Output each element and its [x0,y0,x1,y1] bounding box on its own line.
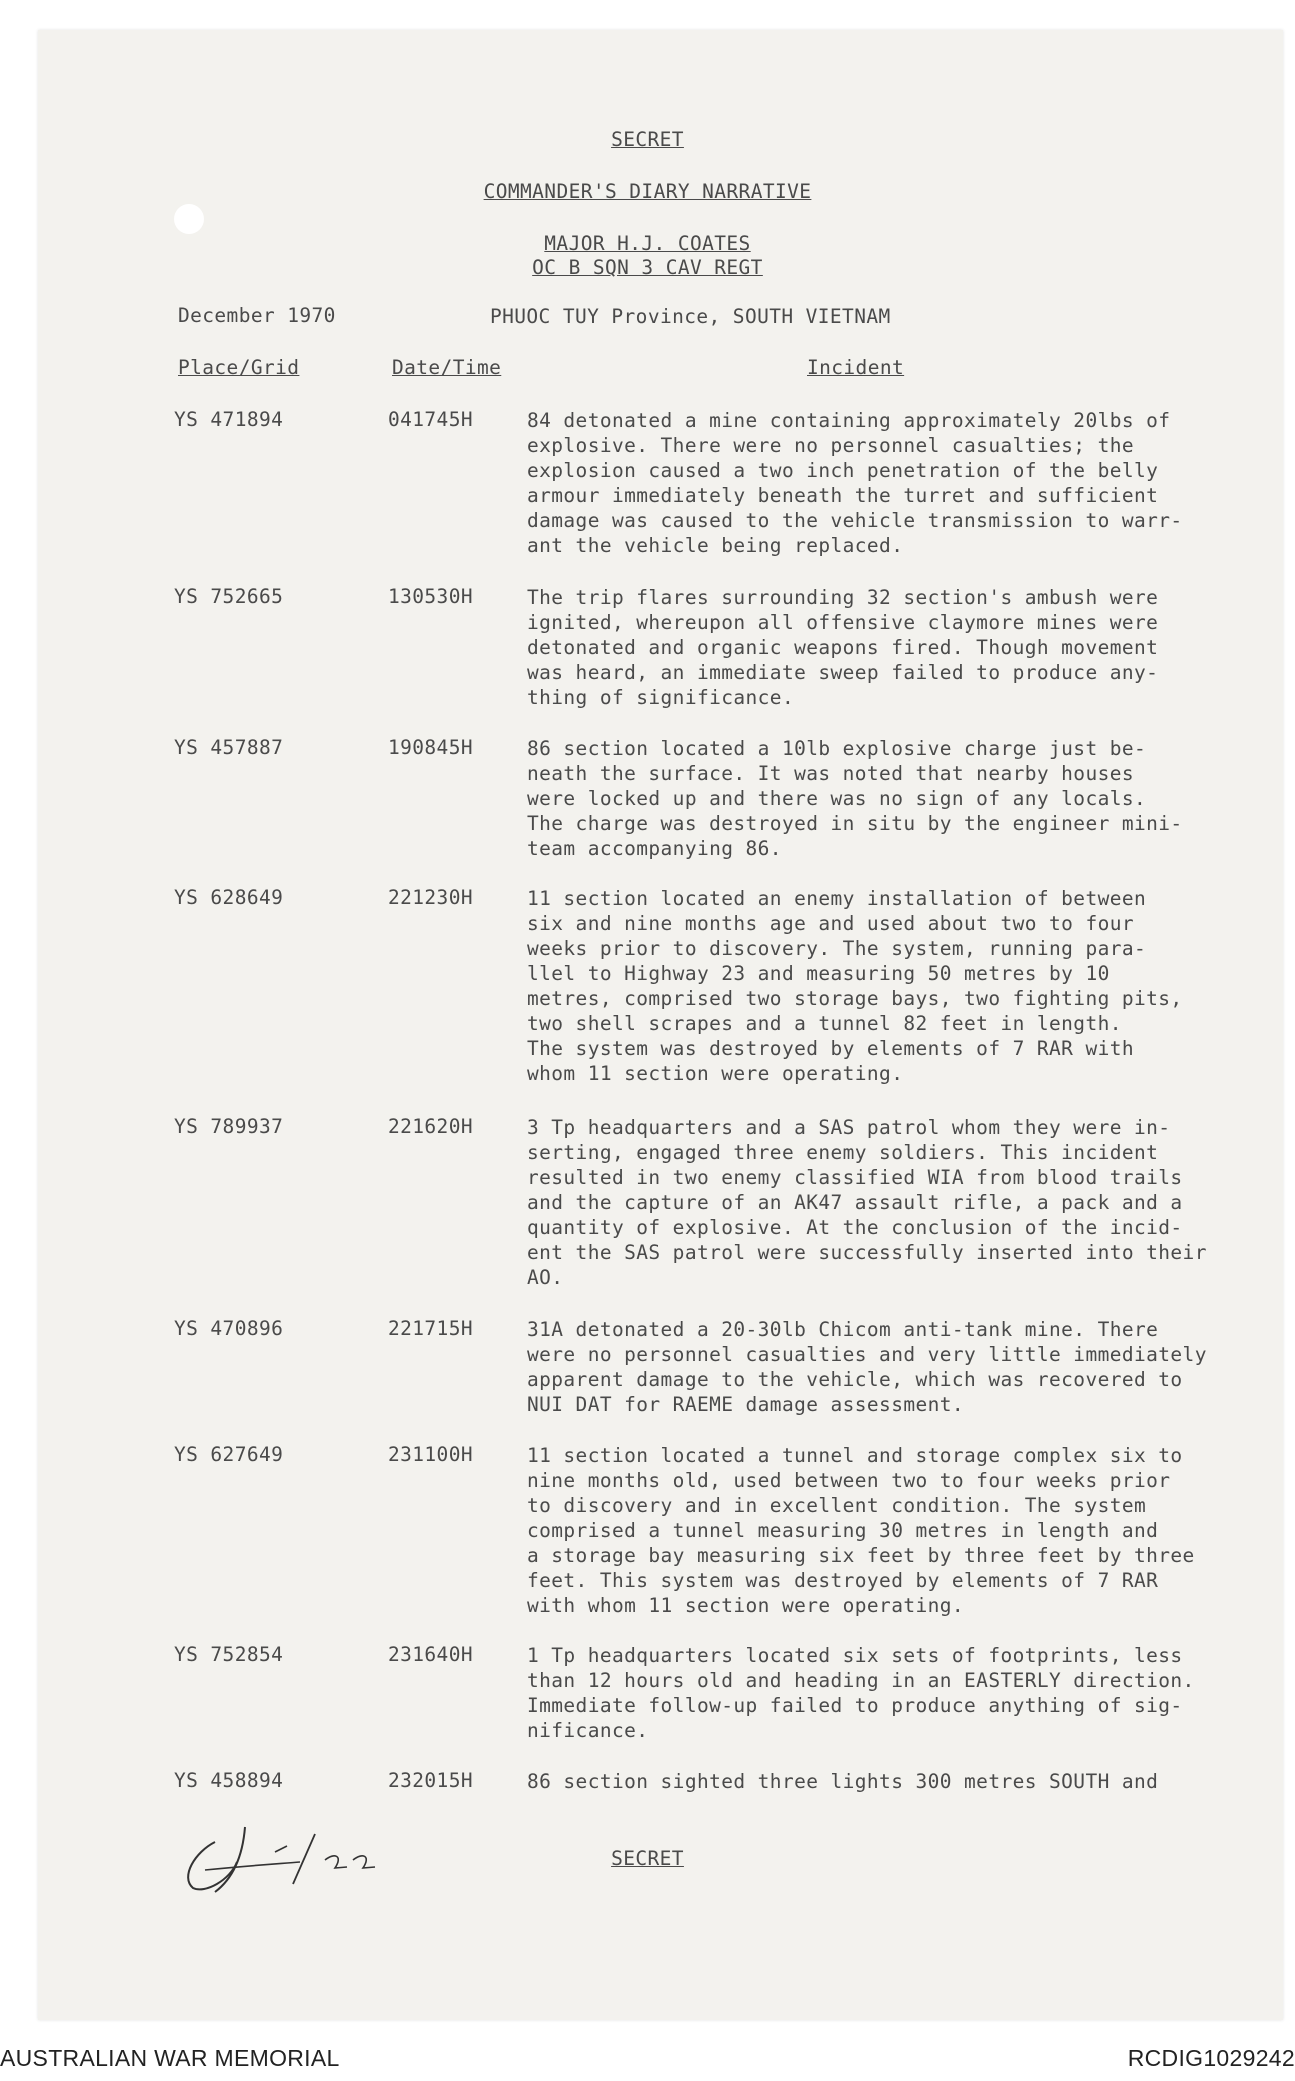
punch-hole [174,204,204,234]
incident-line: resulted in two enemy classified WIA from blood trails [527,1166,1183,1189]
incident-line: were no personnel casualties and very little immediately [527,1343,1207,1366]
incident-line: 31A detonated a 20-30lb Chicom anti-tank mine. There [527,1318,1159,1341]
month-label: December 1970 [178,304,336,327]
incident-text [527,736,1247,861]
incident-line: 86 section located a 10lb explosive charge just be- [527,737,1147,760]
incident-line: with whom 11 section were operating. [527,1594,965,1617]
incident-text [527,1443,1247,1618]
incident-line: 11 section located an enemy installation of between [527,887,1147,910]
incident-line: NUI DAT for RAEME damage assessment. [527,1393,965,1416]
incident-line: weeks prior to discovery. The system, running para- [527,937,1147,960]
location-label: PHUOC TUY Province, SOUTH VIETNAM [490,305,891,328]
incident-text [527,1115,1247,1290]
classification-bottom: SECRET [611,1847,684,1870]
column-header-incident: Incident [807,356,905,379]
incident-line: than 12 hours old and heading in an EASTERLY direction. [527,1669,1195,1692]
column-header-datetime: Date/Time [392,356,502,379]
incident-line: explosion caused a two inch penetration of the belly [527,459,1159,482]
grid-reference: YS 458894 [174,1769,284,1792]
incident-text [527,585,1247,710]
grid-reference: YS 752854 [174,1643,284,1666]
incident-line: The trip flares surrounding 32 section's ambush were [527,586,1159,609]
incident-line: ant the vehicle being replaced. [527,534,904,557]
incident-line: Immediate follow-up failed to produce anything of sig- [527,1694,1183,1717]
incident-line: two shell scrapes and a tunnel 82 feet in length. [527,1012,1122,1035]
incident-text [527,886,1247,1086]
incident-line: a storage bay measuring six feet by three feet by three [527,1544,1195,1567]
archive-institution: AUSTRALIAN WAR MEMORIAL [0,2045,340,2071]
incident-line: whom 11 section were operating. [527,1062,904,1085]
date-time: 130530H [388,585,473,608]
incident-line: The charge was destroyed in situ by the engineer mini- [527,812,1183,835]
incident-line: nificance. [527,1719,649,1742]
incident-line: and the capture of an AK47 assault rifle, a pack and a [527,1191,1183,1214]
date-time: 221230H [388,886,473,909]
incident-text [527,1317,1247,1417]
incident-line: serting, engaged three enemy soldiers. This incident [527,1141,1159,1164]
incident-line: armour immediately beneath the turret and sufficient [527,484,1159,507]
incident-line: 1 Tp headquarters located six sets of footprints, less [527,1644,1183,1667]
incident-line: metres, comprised two storage bays, two fighting pits, [527,987,1183,1010]
incident-line: feet. This system was destroyed by elements of 7 RAR [527,1569,1159,1592]
grid-reference: YS 789937 [174,1115,284,1138]
incident-line: 84 detonated a mine containing approximately 20lbs of [527,409,1171,432]
incident-line: AO. [527,1266,564,1289]
grid-reference: YS 628649 [174,886,284,909]
incident-line: damage was caused to the vehicle transmission to warr- [527,509,1183,532]
column-header-place: Place/Grid [178,356,300,379]
unit-name: OC B SQN 3 CAV REGT [532,256,763,279]
incident-line: was heard, an immediate sweep failed to produce any- [527,661,1159,684]
incident-line: 3 Tp headquarters and a SAS patrol whom they were in- [527,1116,1171,1139]
incident-line: six and nine months age and used about two to four [527,912,1134,935]
incident-text [527,408,1247,558]
incident-line: neath the surface. It was noted that nearby houses [527,762,1134,785]
incident-line: explosive. There were no personnel casualties; the [527,434,1134,457]
incident-line: were locked up and there was no sign of any locals. [527,787,1147,810]
grid-reference: YS 457887 [174,736,284,759]
officer-name: MAJOR H.J. COATES [544,232,751,255]
document-title: COMMANDER'S DIARY NARRATIVE [483,180,812,203]
date-time: 231640H [388,1643,473,1666]
grid-reference: YS 627649 [174,1443,284,1466]
date-time: 190845H [388,736,473,759]
date-time: 231100H [388,1443,473,1466]
date-time: 221620H [388,1115,473,1138]
grid-reference: YS 471894 [174,408,284,431]
incident-text [527,1769,1247,1794]
incident-line: llel to Highway 23 and measuring 50 metres by 10 [527,962,1110,985]
incident-line: The system was destroyed by elements of 7 RAR with [527,1037,1134,1060]
incident-line: detonated and organic weapons fired. Though movement [527,636,1159,659]
incident-line: nine months old, used between two to four weeks prior [527,1469,1171,1492]
incident-text [527,1643,1247,1743]
grid-reference: YS 470896 [174,1317,284,1340]
archive-id: RCDIG1029242 [1127,2045,1295,2071]
date-time: 221715H [388,1317,473,1340]
incident-line: thing of significance. [527,686,795,709]
incident-line: ignited, whereupon all offensive claymore mines were [527,611,1159,634]
incident-line: comprised a tunnel measuring 30 metres in length and [527,1519,1159,1542]
date-time: 041745H [388,408,473,431]
incident-line: 86 section sighted three lights 300 metres SOUTH and [527,1770,1159,1793]
incident-line: team accompanying 86. [527,837,782,860]
incident-line: ent the SAS patrol were successfully inserted into their [527,1241,1207,1264]
incident-line: to discovery and in excellent condition. The system [527,1494,1147,1517]
grid-reference: YS 752665 [174,585,284,608]
date-time: 232015H [388,1769,473,1792]
incident-line: apparent damage to the vehicle, which was recovered to [527,1368,1183,1391]
classification-top: SECRET [611,128,684,151]
incident-line: quantity of explosive. At the conclusion of the incid- [527,1216,1183,1239]
incident-line: 11 section located a tunnel and storage complex six to [527,1444,1183,1467]
